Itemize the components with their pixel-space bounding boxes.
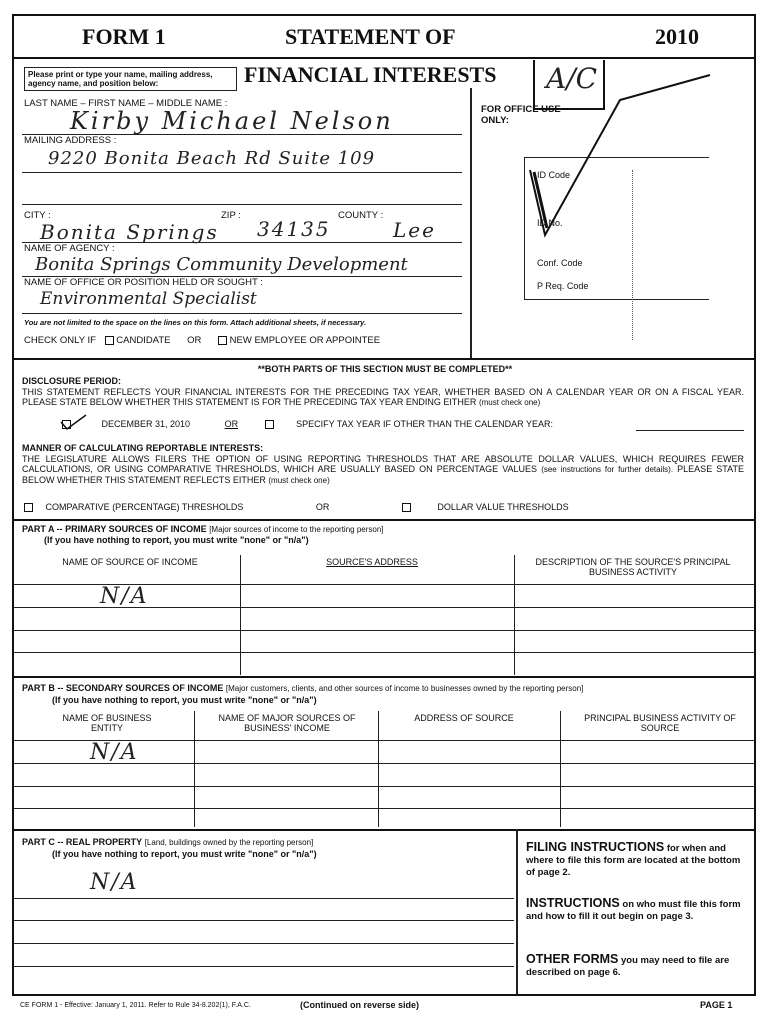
part-a-col-description: DESCRIPTION OF THE SOURCE'S PRINCIPAL BUSINESS ACTIVITY bbox=[535, 557, 731, 577]
part-c-entry[interactable]: N/A bbox=[90, 870, 139, 895]
mailing-label: MAILING ADDRESS : bbox=[24, 135, 117, 146]
filer-county[interactable]: Lee bbox=[393, 218, 436, 242]
office-use-label: FOR OFFICE USE ONLY: bbox=[481, 104, 561, 126]
county-label: COUNTY : bbox=[338, 210, 384, 221]
instr-tail: on who must bbox=[622, 899, 681, 910]
filer-mailing[interactable]: 9220 Bonita Beach Rd Suite 109 bbox=[48, 148, 376, 169]
period-text: THIS STATEMENT REFLECTS YOUR FINANCIAL INTERESTS FOR THE PRECEDING TAX YEAR, WHETHER BASED ON A CALENDAR YEAR OR ON A FISCAL YEAR. PLEASE STATE BELOW WHETHER THIS STATEMENT IS FOR THE PRECEDING TAX YEAR ENDING EITHER bbox=[22, 387, 744, 407]
period-must: (must check one) bbox=[478, 398, 541, 407]
part-a-heading bbox=[22, 524, 384, 535]
part-c-row-2 bbox=[14, 920, 514, 921]
comparative-label: COMPARATIVE (PERCENTAGE) THRESHOLDS bbox=[45, 502, 244, 512]
manner-text-2: PLEASE STATE BELOW WHETHER THIS STATEMENT REFLECTS EITHER bbox=[22, 464, 744, 485]
part-a-row-4 bbox=[14, 652, 754, 653]
instr-title: INSTRUCTIONS bbox=[526, 896, 620, 910]
filer-city[interactable]: Bonita Springs bbox=[40, 220, 219, 244]
part-c-row-3 bbox=[14, 943, 514, 944]
other-forms-block bbox=[526, 953, 746, 979]
space-note: You are not limited to the space on the lines on this form. Attach additional sheets, if necessary. bbox=[24, 318, 367, 327]
part-a-vline-1 bbox=[240, 555, 241, 675]
conf-code-label: Conf. Code bbox=[537, 258, 583, 268]
p-req-code-label: P Req. Code bbox=[537, 281, 589, 291]
manner-see: (see instructions for further details). bbox=[541, 465, 674, 474]
filer-office[interactable]: Environmental Specialist bbox=[40, 289, 257, 309]
filing-text: when and where to file this form are located at the bottom of page 2. bbox=[526, 843, 741, 878]
part-a-col-address: SOURCE'S ADDRESS bbox=[326, 557, 418, 567]
part-a-title: PART A -- PRIMARY SOURCES OF INCOME bbox=[22, 524, 207, 534]
stamp-text bbox=[632, 170, 643, 340]
check-only-label: CHECK ONLY IF bbox=[24, 335, 96, 346]
form-title-line2: FINANCIAL INTERESTS bbox=[244, 62, 497, 87]
candidate-label: CANDIDATE bbox=[116, 335, 171, 346]
city-label: CITY : bbox=[24, 210, 51, 221]
footer-page: PAGE 1 bbox=[700, 1000, 733, 1010]
both-parts-banner: **BOTH PARTS OF THIS SECTION MUST BE COMPLETED** bbox=[257, 364, 513, 374]
ac-mark: A/C bbox=[546, 62, 598, 95]
manner-must: (must check one) bbox=[268, 476, 330, 485]
part-b-sub: (If you have nothing to report, you must write "none" or "n/a") bbox=[52, 695, 317, 705]
dec31-check-mark bbox=[58, 412, 88, 432]
filing-title: FILING INSTRUCTIONS bbox=[526, 840, 665, 854]
part-b-vline-1 bbox=[194, 711, 195, 827]
part-c-sidebar-divider bbox=[516, 829, 518, 994]
specify-year-line bbox=[636, 430, 744, 431]
disclosure-or: OR bbox=[224, 419, 239, 429]
manner-heading: MANNER OF CALCULATING REPORTABLE INTERESTS: bbox=[22, 443, 264, 453]
print-instructions: Please print or type your name, mailing address, agency name, and position below: bbox=[24, 67, 237, 91]
part-a-vline-2 bbox=[514, 555, 515, 675]
manner-text bbox=[22, 454, 744, 486]
id-code-label: ID Code bbox=[537, 170, 571, 180]
mailing-line1 bbox=[22, 172, 462, 173]
candidate-checkbox[interactable] bbox=[105, 336, 114, 345]
part-b-col-entity: NAME OF BUSINESS ENTITY bbox=[62, 713, 152, 733]
form-title-line1: STATEMENT OF bbox=[285, 24, 456, 49]
manner-text-main: THE LEGISLATURE ALLOWS FILERS THE OPTION OF USING REPORTING THRESHOLDS THAT ARE ABSOLUTE DOLLAR VALUES, WHICH REQUIRES FEWER CALCULATIONS, OR USING COMPARATIVE THRESHOLDS, WHICH ARE USUALLY BASED ON PERCENTAGE VALUES bbox=[22, 454, 744, 474]
form-year: 2010 bbox=[655, 24, 699, 49]
part-a-row-3 bbox=[14, 630, 754, 631]
part-b-col-address: ADDRESS OF SOURCE bbox=[414, 713, 514, 723]
check-only-row bbox=[24, 335, 380, 346]
manner-or: OR bbox=[315, 502, 330, 512]
disclosure-period-text bbox=[22, 387, 744, 408]
filing-instructions bbox=[526, 841, 746, 879]
disclosure-choice-row bbox=[62, 419, 742, 429]
part-a-entry[interactable]: N/A bbox=[100, 584, 149, 609]
section-divider-3 bbox=[12, 676, 756, 678]
dollar-checkbox[interactable] bbox=[402, 503, 411, 512]
office-label: NAME OF OFFICE OR POSITION HELD OR SOUGHT : bbox=[24, 277, 263, 288]
comparative-checkbox[interactable] bbox=[24, 503, 33, 512]
part-a-sub: (If you have nothing to report, you must write "none" or "n/a") bbox=[44, 535, 309, 545]
dollar-label: DOLLAR VALUE THRESHOLDS bbox=[437, 502, 569, 512]
other-text: to file are described on page 6. bbox=[526, 955, 730, 978]
zip-label: ZIP : bbox=[221, 210, 241, 221]
section-divider-4 bbox=[12, 829, 756, 831]
specify-checkbox[interactable] bbox=[265, 420, 274, 429]
instructions-block bbox=[526, 897, 746, 923]
footer-form-ref: CE FORM 1 - Effective: January 1, 2011. Refer to Rule 34-8.202(1), F.A.C. bbox=[20, 1002, 251, 1009]
part-b-heading bbox=[22, 683, 752, 694]
part-b-row-4 bbox=[14, 808, 754, 809]
instr-text: file this form and how to fill it out begin on page 3. bbox=[526, 899, 741, 922]
form-number: FORM 1 bbox=[82, 24, 166, 49]
filing-tail: for bbox=[666, 843, 680, 854]
filer-zip[interactable]: 34135 bbox=[257, 217, 331, 241]
part-c-sub: (If you have nothing to report, you must write "none" or "n/a") bbox=[52, 849, 317, 859]
part-b-col-sources: NAME OF MAJOR SOURCES OF BUSINESS' INCOME bbox=[218, 713, 356, 733]
office-stamp-mark bbox=[520, 60, 720, 260]
filer-name[interactable]: Kirby Michael Nelson bbox=[70, 107, 394, 135]
name-label: LAST NAME – FIRST NAME – MIDDLE NAME : bbox=[24, 98, 228, 109]
header-divider bbox=[12, 57, 756, 59]
mailing-line2 bbox=[22, 204, 462, 205]
part-a-note: [Major sources of income to the reporting person] bbox=[209, 525, 384, 534]
footer-continued: (Continued on reverse side) bbox=[300, 1000, 420, 1010]
or-label: OR bbox=[187, 335, 202, 346]
part-b-title: PART B -- SECONDARY SOURCES OF INCOME bbox=[22, 683, 224, 693]
id-no-label: ID No. bbox=[537, 218, 563, 228]
part-a-col-name: NAME OF SOURCE OF INCOME bbox=[62, 557, 198, 567]
part-b-row-3 bbox=[14, 786, 754, 787]
agency-label: NAME OF AGENCY : bbox=[24, 243, 115, 254]
section-divider-2 bbox=[12, 519, 756, 521]
manner-choice-row bbox=[24, 502, 724, 512]
office-bottom-line bbox=[524, 299, 709, 300]
part-b-note: [Major customers, clients, and other sources of income to businesses owned by the reporting person] bbox=[225, 684, 584, 693]
specify-label: SPECIFY TAX YEAR IF OTHER THAN THE CALENDAR YEAR: bbox=[296, 419, 554, 429]
part-c-heading bbox=[22, 837, 313, 848]
part-b-col-activity: PRINCIPAL BUSINESS ACTIVITY OF SOURCE bbox=[584, 713, 736, 733]
checkmark-stroke bbox=[530, 75, 710, 235]
part-c-title: PART C -- REAL PROPERTY bbox=[22, 837, 143, 847]
part-c-row-4 bbox=[14, 966, 514, 967]
disclosure-period-heading: DISCLOSURE PERIOD: bbox=[22, 376, 122, 386]
section-divider-1 bbox=[12, 358, 756, 360]
part-b-vline-3 bbox=[560, 711, 561, 827]
part-c-note: [Land, buildings owned by the reporting person] bbox=[144, 838, 314, 847]
part-b-vline-2 bbox=[378, 711, 379, 827]
other-title: OTHER FORMS bbox=[526, 952, 619, 966]
part-b-entry[interactable]: N/A bbox=[90, 740, 139, 765]
other-tail: you may need bbox=[621, 955, 685, 966]
filer-agency[interactable]: Bonita Springs Community Development bbox=[35, 254, 408, 275]
office-use-divider bbox=[470, 88, 472, 358]
new-employee-label: NEW EMPLOYEE OR APPOINTEE bbox=[229, 335, 381, 346]
office-line bbox=[22, 313, 462, 314]
part-c-row-1 bbox=[14, 898, 514, 899]
dec31-label: DECEMBER 31, 2010 bbox=[101, 419, 191, 429]
new-employee-checkbox[interactable] bbox=[218, 336, 227, 345]
